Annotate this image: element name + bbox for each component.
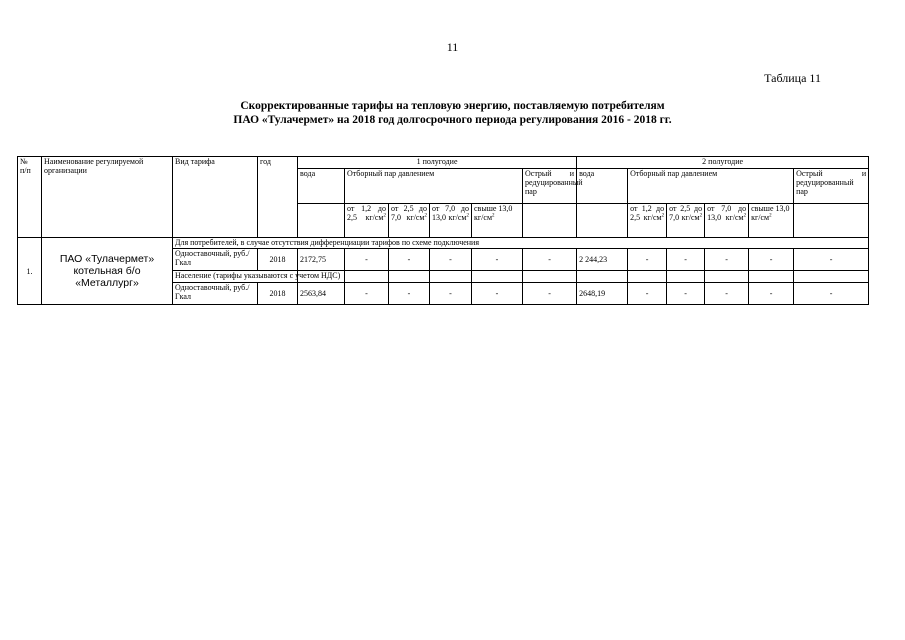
header-pressure-3-h2: от 7,0 до 13,0 $кг/см^2$: [705, 204, 749, 238]
dash-cell: -: [430, 283, 472, 305]
value-water-h1: 2563,84: [298, 283, 345, 305]
year-cell: 2018: [258, 249, 298, 271]
header-pressure-1-h2: от 1,2 до 2,5 $кг/см^2$: [628, 204, 667, 238]
dash-cell: -: [345, 249, 389, 271]
empty-cell: [389, 271, 430, 283]
empty-cell: [667, 271, 705, 283]
header-sharp-steam-h2: Острый и редуцированный пар: [794, 169, 869, 204]
section-consumers: Для потребителей, в случае отсутствия дифференциации тарифов по схеме подключения: [173, 238, 869, 249]
header-org: Наименование регулируемой организации: [42, 157, 173, 238]
dash-cell: -: [523, 249, 577, 271]
dash-cell: -: [472, 283, 523, 305]
empty-cell: [523, 271, 577, 283]
dash-cell: -: [667, 283, 705, 305]
dash-cell: -: [523, 283, 577, 305]
empty-cell: [577, 204, 628, 238]
header-pressure-4-h2: свыше 13,0 $кг/см^2$: [749, 204, 794, 238]
table-label: Таблица 11: [764, 71, 821, 85]
value-water-h2: 2 244,23: [577, 249, 628, 271]
empty-cell: [705, 271, 749, 283]
dash-cell: -: [389, 249, 430, 271]
empty-cell: [628, 271, 667, 283]
dash-cell: -: [705, 249, 749, 271]
header-sharp-steam-h1: Острый и редуцированный пар: [523, 169, 577, 204]
dash-cell: -: [749, 249, 794, 271]
dash-cell: -: [628, 249, 667, 271]
title-line-2: ПАО «Тулачермет» на 2018 год долгосрочного периода регулирования 2016 - 2018 гг.: [233, 114, 672, 126]
empty-cell: [577, 271, 628, 283]
value-water-h1: 2172,75: [298, 249, 345, 271]
header-pressure-1-h1: от 1,2 до 2,5 $кг/см^2$: [345, 204, 389, 238]
document-title: [0, 99, 905, 127]
empty-cell: [345, 271, 389, 283]
dash-cell: -: [794, 283, 869, 305]
empty-cell: [794, 204, 869, 238]
row-num: 1.: [18, 238, 42, 305]
dash-cell: -: [705, 283, 749, 305]
section-population: Население (тарифы указываются с учетом НДС): [173, 271, 298, 283]
tariff-type-cell: Одноставочный, руб./Гкал: [173, 249, 258, 271]
dash-cell: -: [472, 249, 523, 271]
header-tariff-type: Вид тарифа: [173, 157, 258, 238]
empty-cell: [298, 204, 345, 238]
org-name: ПАО «Тулачермет» котельная б/о «Металлург»: [42, 238, 173, 305]
value-water-h2: 2648,19: [577, 283, 628, 305]
header-steam-h2: Отборный пар давлением: [628, 169, 794, 204]
tariff-type-cell: Одноставочный, руб./Гкал: [173, 283, 258, 305]
header-year: год: [258, 157, 298, 238]
empty-cell: [794, 271, 869, 283]
dash-cell: -: [345, 283, 389, 305]
header-pressure-2-h1: от 2,5 до 7,0 $кг/см^2$: [389, 204, 430, 238]
dash-cell: -: [749, 283, 794, 305]
header-num: № п/п: [18, 157, 42, 238]
empty-cell: [430, 271, 472, 283]
dash-cell: -: [794, 249, 869, 271]
page-number: 11: [446, 40, 459, 54]
dash-cell: -: [628, 283, 667, 305]
header-half-1: 1 полугодие: [298, 157, 577, 169]
header-pressure-4-h1: свыше 13,0 $кг/см^2$: [472, 204, 523, 238]
header-steam-h1: Отборный пар давлением: [345, 169, 523, 204]
empty-cell: [472, 271, 523, 283]
dash-cell: -: [389, 283, 430, 305]
header-pressure-2-h2: от 2,5 до 7,0 $кг/см^2$: [667, 204, 705, 238]
empty-cell: [749, 271, 794, 283]
dash-cell: -: [430, 249, 472, 271]
header-half-2: 2 полугодие: [577, 157, 869, 169]
header-water-h2: вода: [577, 169, 628, 204]
empty-cell: [523, 204, 577, 238]
header-water-h1: вода: [298, 169, 345, 204]
title-line-1: Скорректированные тарифы на тепловую энергию, поставляемую потребителям: [240, 100, 665, 112]
tariff-table: [17, 156, 869, 305]
dash-cell: -: [667, 249, 705, 271]
header-pressure-3-h1: от 7,0 до 13,0 $кг/см^2$: [430, 204, 472, 238]
year-cell: 2018: [258, 283, 298, 305]
